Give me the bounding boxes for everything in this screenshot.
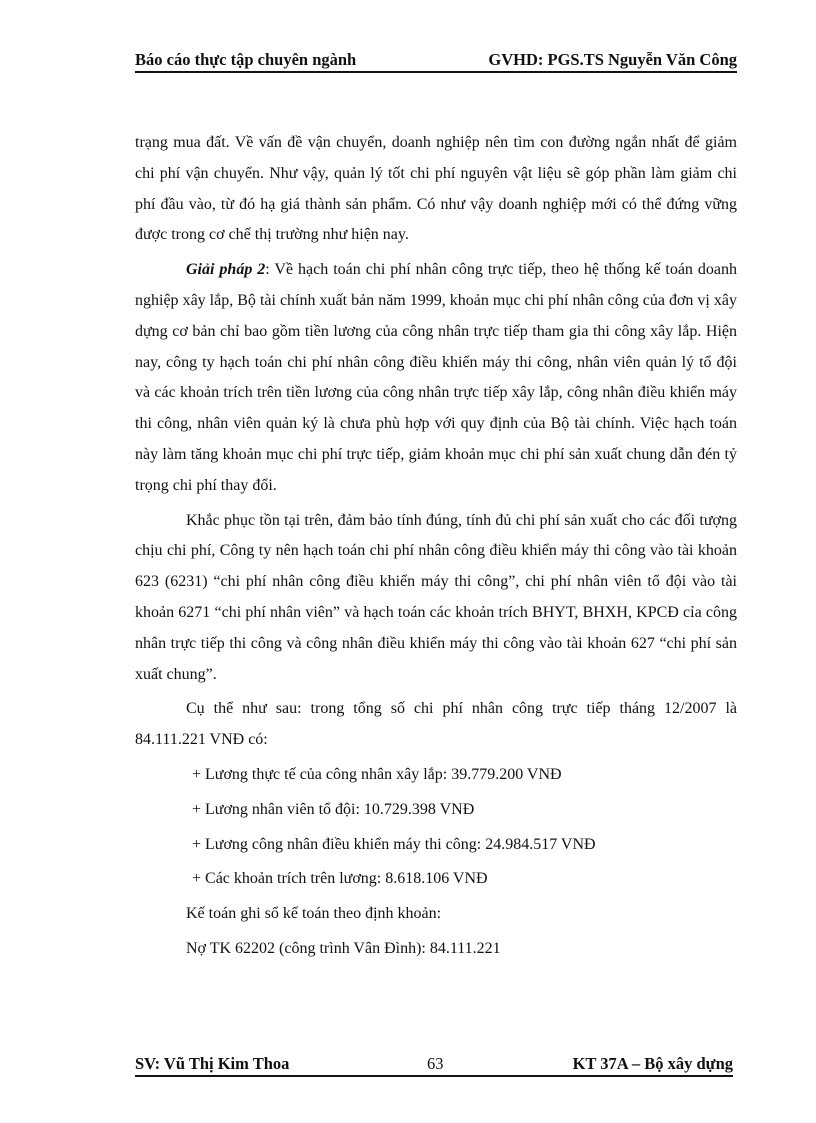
page-body — [135, 128, 737, 969]
page-header — [135, 50, 737, 73]
page-footer — [135, 1054, 733, 1077]
list-item: + Lương nhân viên tổ đội: 10.729.398 VNĐ — [192, 800, 475, 818]
paragraph-4: Cụ thể như sau: trong tổng số chi phí nhân công trực tiếp tháng 12/2007 là 84.111.221 VNĐ có: — [135, 700, 737, 749]
closing-line-2: Nợ TK 62202 (công trình Vân Đình): 84.111.221 — [186, 939, 501, 957]
footer-class: KT 37A – Bộ xây dựng — [572, 1054, 733, 1073]
header-advisor: GVHD: PGS.TS Nguyễn Văn Công — [488, 50, 737, 69]
paragraph-1: trạng mua đất. Về vấn đề vận chuyển, doanh nghiệp nên tìm con đường ngắn nhất để giảm chi phí vận chuyển. Như vậy, quản lý tốt chi phí nguyên vật liệu sẽ góp phần làm giảm chi phí đầu vào, từ đó hạ giá thành sản phẩm. Có như vậy doanh nghiệp mới có thể đứng vững được trong cơ chế thị trường như hiện nay. — [135, 134, 737, 244]
footer-student: SV: Vũ Thị Kim Thoa — [135, 1054, 290, 1073]
paragraph-3: Khắc phục tồn tại trên, đảm bảo tính đúng, tính đủ chi phí sản xuất cho các đối tượng chịu chi phí, Công ty nên hạch toán chi phí nhân công điều khiển máy thi công vào tài khoản 623 (6231) “chi phí nhân công điều khiển máy thi công”, chi phí nhân viên tổ đội vào tài khoản 6271 “chi phí nhân viên” và hạch toán các khoản trích BHYT, BHXH, KPCĐ cỉa công nhân trực tiếp thi công và công nhân điều khiển máy thi công vào tài khoản 627 “chi phí sản xuất chung”. — [135, 511, 737, 683]
paragraph-2-text: : Về hạch toán chi phí nhân công trực tiếp, theo hệ thống kế toán doanh nghiệp xây lắp, Bộ tài chính xuất bản năm 1999, khoản mục chi phí nhân công của đơn vị xây dựng cơ bản chỉ bao gồm tiền lương của công nhân trực tiếp tham gia thi công xây lắp. Hiện nay, công ty hạch toán chi phí nhân công điều khiển máy thi công, nhân viên quản lý tổ đội và các khoản trích trên tiền lương của công nhân trực tiếp xây lắp, công nhân điều khiển máy thi công, nhân viên quản ký là chưa phù hợp với quy định của Bộ tài chính. Việc hạch toán này làm tăng khoản mục chi phí trực tiếp, giảm khoản mục chi phí sản xuất chung dẫn đén tỷ trọng chi phí thay đổi. — [135, 261, 738, 494]
page-number: 63 — [427, 1054, 444, 1073]
list-item: + Các khoản trích trên lương: 8.618.106 VNĐ — [192, 870, 488, 888]
closing-line-1: Kế toán ghi sổ kế toán theo định khoản: — [186, 905, 442, 923]
solution-label: Giải pháp 2 — [186, 261, 266, 279]
header-report-title: Báo cáo thực tập chuyên ngành — [135, 50, 357, 69]
list-item: + Lương công nhân điều khiển máy thi công: 24.984.517 VNĐ — [192, 835, 596, 853]
paragraph-2 — [135, 255, 737, 501]
list-item: + Lương thực tế của công nhân xây lắp: 39.779.200 VNĐ — [192, 765, 562, 783]
